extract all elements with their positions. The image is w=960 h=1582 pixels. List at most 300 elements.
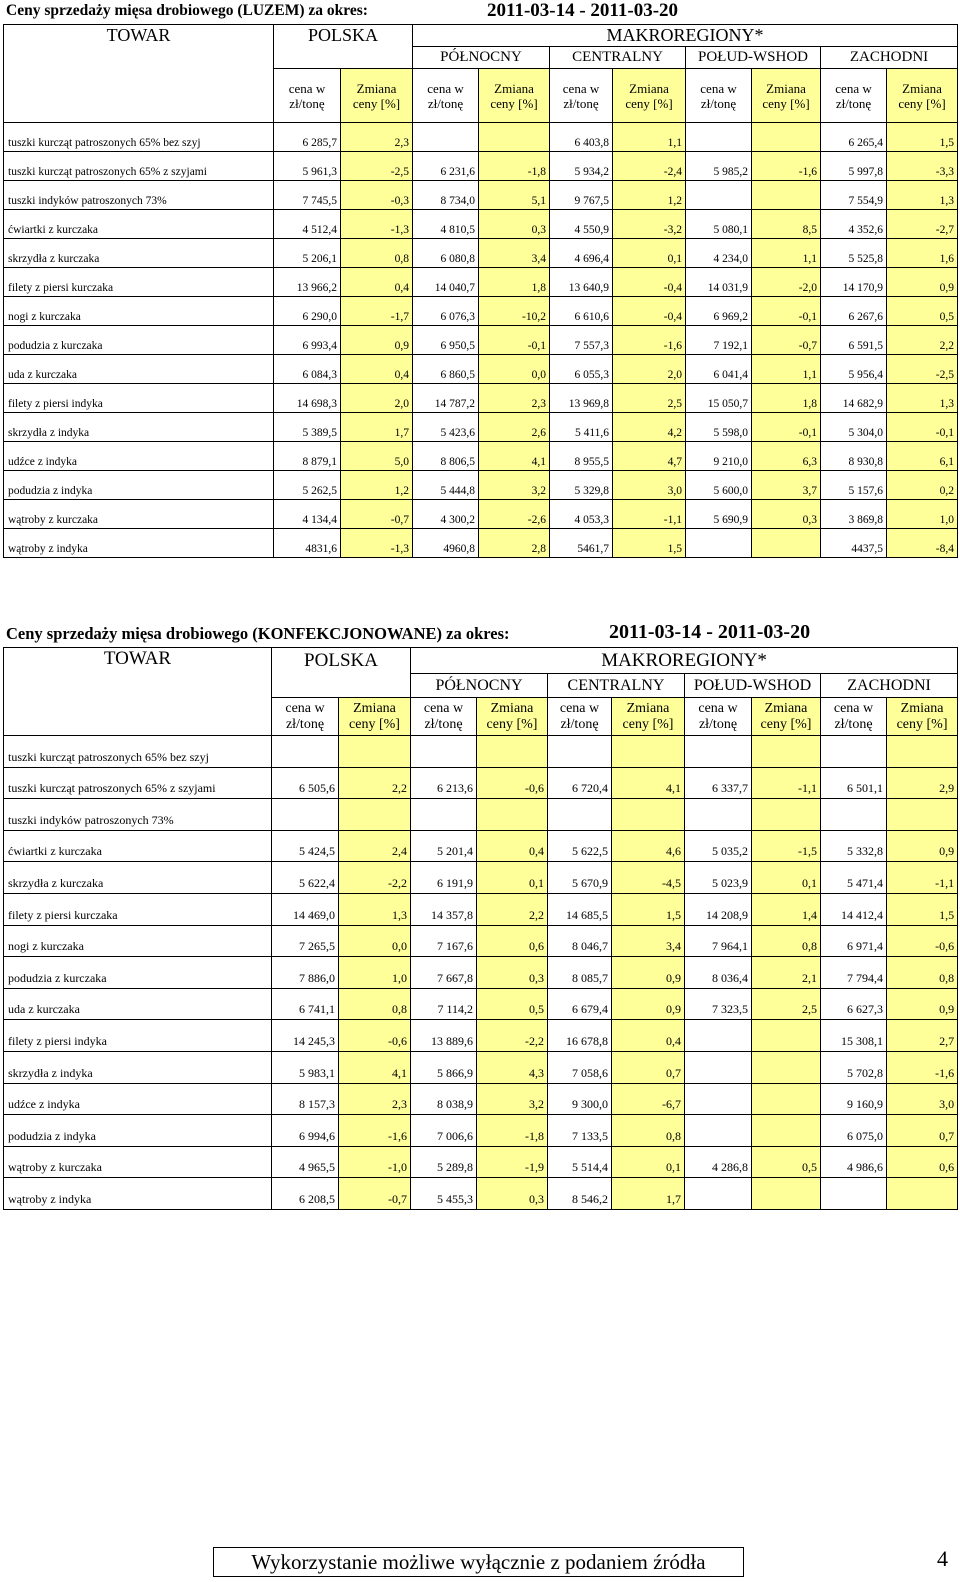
price-change-cell: 2,2 — [887, 326, 958, 355]
price-change-cell: 1,1 — [752, 355, 821, 384]
price-change-cell: -0,1 — [479, 326, 550, 355]
header-towar: TOWAR — [4, 25, 274, 123]
product-name-cell: podudzia z indyka — [4, 471, 274, 500]
price-change-cell — [612, 799, 685, 831]
price-change-cell: 0,7 — [887, 1115, 958, 1147]
price-cell — [685, 799, 752, 831]
price-change-cell: 0,0 — [479, 355, 550, 384]
price-change-cell: 3,4 — [612, 925, 685, 957]
price-cell: 5 080,1 — [686, 210, 752, 239]
price-cell: 7 323,5 — [685, 988, 752, 1020]
price-cell: 5 157,6 — [821, 471, 887, 500]
header-cena: cena w zł/tonę — [686, 69, 752, 123]
price-cell: 5 289,8 — [411, 1146, 477, 1178]
price-cell: 4 300,2 — [413, 500, 479, 529]
product-name-cell: podudzia z kurczaka — [4, 326, 274, 355]
price-change-cell: -2,4 — [613, 152, 686, 181]
product-name-cell: skrzydła z kurczaka — [4, 239, 274, 268]
price-change-cell: 0,1 — [613, 239, 686, 268]
price-change-cell: -0,4 — [613, 268, 686, 297]
price-cell: 7 167,6 — [411, 925, 477, 957]
price-change-cell: -1,9 — [477, 1146, 548, 1178]
price-cell: 5 424,5 — [272, 830, 339, 862]
price-cell: 4 352,6 — [821, 210, 887, 239]
price-cell: 6 627,3 — [821, 988, 887, 1020]
price-change-cell: 4,1 — [479, 442, 550, 471]
price-change-cell: 4,6 — [612, 830, 685, 862]
price-change-cell: 1,4 — [752, 893, 821, 925]
price-cell — [821, 1178, 887, 1210]
price-cell — [411, 736, 477, 768]
table-row — [4, 1083, 958, 1115]
price-change-cell: 1,5 — [612, 893, 685, 925]
product-name-cell: nogi z kurczaka — [4, 925, 272, 957]
price-change-cell: 0,9 — [612, 957, 685, 989]
price-change-cell — [752, 799, 821, 831]
header-cena: cena w zł/tonę — [413, 69, 479, 123]
price-change-cell: -2,2 — [477, 1020, 548, 1052]
price-change-cell: -2,6 — [479, 500, 550, 529]
product-name-cell: udźce z indyka — [4, 1083, 272, 1115]
price-change-cell: -2,5 — [341, 152, 413, 181]
header-cena: cena w zł/tonę — [272, 698, 339, 736]
price-cell: 4831,6 — [274, 529, 341, 558]
price-cell: 7 794,4 — [821, 957, 887, 989]
table-row — [4, 957, 958, 989]
table-konfekcjonowane — [3, 622, 957, 1210]
section-title: Ceny sprzedaży mięsa drobiowego (LUZEM) za okres: — [6, 2, 368, 19]
price-cell: 6 213,6 — [411, 767, 477, 799]
price-cell: 6 055,3 — [550, 355, 613, 384]
price-change-cell: -0,3 — [341, 181, 413, 210]
price-change-cell: 0,8 — [612, 1115, 685, 1147]
price-cell: 6 741,1 — [272, 988, 339, 1020]
price-change-cell: 1,8 — [479, 268, 550, 297]
price-cell — [413, 123, 479, 152]
price-cell: 13 640,9 — [550, 268, 613, 297]
price-cell: 4 234,0 — [686, 239, 752, 268]
table-row — [4, 799, 958, 831]
price-cell: 13 969,8 — [550, 384, 613, 413]
price-change-cell: 0,9 — [887, 830, 958, 862]
price-change-cell: -0,6 — [339, 1020, 411, 1052]
price-change-cell: 2,2 — [339, 767, 411, 799]
price-cell: 4 965,5 — [272, 1146, 339, 1178]
price-change-cell: -3,2 — [613, 210, 686, 239]
price-cell: 6 591,5 — [821, 326, 887, 355]
product-name-cell: nogi z kurczaka — [4, 297, 274, 326]
header-region-polnocny: PÓŁNOCNY — [413, 47, 550, 69]
price-cell: 14 682,9 — [821, 384, 887, 413]
price-change-cell — [887, 1178, 958, 1210]
product-name-cell: tuszki kurcząt patroszonych 65% z szyjami — [4, 767, 272, 799]
price-cell: 8 955,5 — [550, 442, 613, 471]
price-cell: 6 994,6 — [272, 1115, 339, 1147]
price-cell — [685, 1115, 752, 1147]
price-cell: 6 290,0 — [274, 297, 341, 326]
price-change-cell: 2,6 — [479, 413, 550, 442]
product-name-cell: udźce z indyka — [4, 442, 274, 471]
product-name-cell: tuszki indyków patroszonych 73% — [4, 799, 272, 831]
price-change-cell — [752, 1051, 821, 1083]
price-cell: 14 357,8 — [411, 893, 477, 925]
price-cell: 15 050,7 — [686, 384, 752, 413]
price-change-cell: 2,3 — [339, 1083, 411, 1115]
price-cell: 6 265,4 — [821, 123, 887, 152]
table-luzem — [3, 2, 957, 558]
price-cell: 7 886,0 — [272, 957, 339, 989]
price-change-cell: 1,3 — [887, 181, 958, 210]
price-change-cell: -8,4 — [887, 529, 958, 558]
price-cell: 4 286,8 — [685, 1146, 752, 1178]
header-cena: cena w zł/tonę — [685, 698, 752, 736]
price-cell: 4960,8 — [413, 529, 479, 558]
price-cell: 5 444,8 — [413, 471, 479, 500]
price-cell: 14 208,9 — [685, 893, 752, 925]
header-polska: POLSKA — [272, 648, 411, 674]
header-cena: cena w zł/tonę — [550, 69, 613, 123]
price-cell: 6 860,5 — [413, 355, 479, 384]
product-name-cell: filety z piersi kurczaka — [4, 268, 274, 297]
price-change-cell: 0,7 — [612, 1051, 685, 1083]
price-change-cell — [612, 736, 685, 768]
price-cell: 5 983,1 — [272, 1051, 339, 1083]
price-cell: 5 201,4 — [411, 830, 477, 862]
price-change-cell: 8,5 — [752, 210, 821, 239]
price-cell: 7 667,8 — [411, 957, 477, 989]
price-table — [3, 647, 958, 1210]
price-change-cell: 0,5 — [887, 297, 958, 326]
price-change-cell: -3,3 — [887, 152, 958, 181]
price-change-cell: 1,5 — [887, 893, 958, 925]
price-cell: 14 698,3 — [274, 384, 341, 413]
product-name-cell: wątroby z kurczaka — [4, 1146, 272, 1178]
price-cell: 5 389,5 — [274, 413, 341, 442]
price-change-cell: -1,7 — [341, 297, 413, 326]
price-change-cell: 2,7 — [887, 1020, 958, 1052]
product-name-cell: filety z piersi kurczaka — [4, 893, 272, 925]
price-change-cell: -1,1 — [613, 500, 686, 529]
price-cell: 5 985,2 — [686, 152, 752, 181]
price-change-cell: -10,2 — [479, 297, 550, 326]
price-change-cell: 0,2 — [887, 471, 958, 500]
price-cell: 7 554,9 — [821, 181, 887, 210]
price-change-cell: 2,1 — [752, 957, 821, 989]
header-region-zachodni: ZACHODNI — [821, 674, 958, 698]
price-change-cell: 5,1 — [479, 181, 550, 210]
price-change-cell: 3,0 — [613, 471, 686, 500]
price-change-cell: 0,4 — [612, 1020, 685, 1052]
price-cell: 5 997,8 — [821, 152, 887, 181]
price-cell: 8 879,1 — [274, 442, 341, 471]
price-cell: 4 512,4 — [274, 210, 341, 239]
price-cell — [686, 181, 752, 210]
product-name-cell: podudzia z kurczaka — [4, 957, 272, 989]
price-change-cell: -2,5 — [887, 355, 958, 384]
price-cell: 14 469,0 — [272, 893, 339, 925]
price-cell — [685, 1178, 752, 1210]
header-zmiana: Zmiana ceny [%] — [752, 69, 821, 123]
price-cell: 6 971,4 — [821, 925, 887, 957]
price-cell: 5 023,9 — [685, 862, 752, 894]
header-zmiana: Zmiana ceny [%] — [477, 698, 548, 736]
price-cell: 5 035,2 — [685, 830, 752, 862]
table-row — [4, 1020, 958, 1052]
price-cell: 8 157,3 — [272, 1083, 339, 1115]
price-change-cell: 2,8 — [479, 529, 550, 558]
header-region-polud-wschod: POŁUD-WSHOD — [686, 47, 821, 69]
price-change-cell: -1,6 — [752, 152, 821, 181]
price-change-cell: 3,4 — [479, 239, 550, 268]
price-change-cell: 1,5 — [613, 529, 686, 558]
price-change-cell: 0,3 — [479, 210, 550, 239]
price-cell: 6 505,6 — [272, 767, 339, 799]
price-change-cell: 4,2 — [613, 413, 686, 442]
price-cell — [685, 1020, 752, 1052]
product-name-cell: tuszki kurcząt patroszonych 65% bez szyj — [4, 736, 272, 768]
price-cell: 6 993,4 — [274, 326, 341, 355]
price-change-cell: 0,1 — [612, 1146, 685, 1178]
price-change-cell: 1,8 — [752, 384, 821, 413]
table-row — [4, 1115, 958, 1147]
table-row — [4, 355, 958, 384]
table-row — [4, 988, 958, 1020]
price-cell: 6 969,2 — [686, 297, 752, 326]
table-row — [4, 210, 958, 239]
price-change-cell: 0,1 — [752, 862, 821, 894]
price-change-cell — [752, 181, 821, 210]
price-change-cell: -6,7 — [612, 1083, 685, 1115]
price-cell: 8 734,0 — [413, 181, 479, 210]
table-row — [4, 1146, 958, 1178]
price-change-cell: -1,6 — [613, 326, 686, 355]
price-cell: 4 550,9 — [550, 210, 613, 239]
price-change-cell: 1,3 — [887, 384, 958, 413]
price-cell: 5 600,0 — [686, 471, 752, 500]
price-change-cell: 1,6 — [887, 239, 958, 268]
price-change-cell: 0,5 — [477, 988, 548, 1020]
header-towar: TOWAR — [4, 648, 272, 736]
header-zmiana: Zmiana ceny [%] — [341, 69, 413, 123]
section-header — [3, 622, 957, 647]
price-cell: 13 966,2 — [274, 268, 341, 297]
price-change-cell: -1,6 — [887, 1051, 958, 1083]
price-change-cell: 2,9 — [887, 767, 958, 799]
price-cell: 7 114,2 — [411, 988, 477, 1020]
price-change-cell — [752, 1178, 821, 1210]
price-cell: 6 950,5 — [413, 326, 479, 355]
price-cell: 6 084,3 — [274, 355, 341, 384]
price-change-cell: 2,0 — [613, 355, 686, 384]
table-row — [4, 268, 958, 297]
price-change-cell: -0,6 — [477, 767, 548, 799]
price-cell: 14 685,5 — [548, 893, 612, 925]
header-region-zachodni: ZACHODNI — [821, 47, 958, 69]
price-change-cell: 3,2 — [477, 1083, 548, 1115]
price-change-cell: 0,9 — [887, 988, 958, 1020]
price-change-cell: 4,7 — [613, 442, 686, 471]
page-number: 4 — [937, 1546, 948, 1571]
price-cell: 6 076,3 — [413, 297, 479, 326]
product-name-cell: skrzydła z indyka — [4, 413, 274, 442]
header-zmiana: Zmiana ceny [%] — [479, 69, 550, 123]
price-cell: 6 285,7 — [274, 123, 341, 152]
price-change-cell: 3,0 — [887, 1083, 958, 1115]
price-change-cell: 0,4 — [341, 355, 413, 384]
price-cell — [685, 736, 752, 768]
price-cell: 5 206,1 — [274, 239, 341, 268]
price-change-cell: 0,3 — [477, 1178, 548, 1210]
price-change-cell: 0,3 — [752, 500, 821, 529]
price-cell — [685, 1051, 752, 1083]
price-change-cell: 4,1 — [339, 1051, 411, 1083]
price-change-cell: 3,7 — [752, 471, 821, 500]
price-change-cell: 1,2 — [341, 471, 413, 500]
price-cell: 16 678,8 — [548, 1020, 612, 1052]
price-cell: 5461,7 — [550, 529, 613, 558]
header-zmiana: Zmiana ceny [%] — [887, 698, 958, 736]
header-cena: cena w zł/tonę — [274, 69, 341, 123]
price-change-cell: 4,3 — [477, 1051, 548, 1083]
price-change-cell: -1,1 — [752, 767, 821, 799]
price-table — [3, 24, 958, 558]
table-row — [4, 893, 958, 925]
header-zmiana: Zmiana ceny [%] — [887, 69, 958, 123]
table-row — [4, 862, 958, 894]
price-change-cell: -1,0 — [339, 1146, 411, 1178]
price-change-cell: -1,8 — [477, 1115, 548, 1147]
price-change-cell: 0,9 — [887, 268, 958, 297]
price-cell: 7 192,1 — [686, 326, 752, 355]
price-change-cell — [477, 799, 548, 831]
table-row — [4, 830, 958, 862]
price-cell: 6 337,7 — [685, 767, 752, 799]
price-change-cell: -1,3 — [341, 529, 413, 558]
table-row — [4, 1051, 958, 1083]
price-change-cell: 6,1 — [887, 442, 958, 471]
price-cell: 5 262,5 — [274, 471, 341, 500]
header-cena: cena w zł/tonę — [821, 698, 887, 736]
price-change-cell: -1,6 — [339, 1115, 411, 1147]
price-change-cell: 4,1 — [612, 767, 685, 799]
header-cena: cena w zł/tonę — [411, 698, 477, 736]
price-change-cell: 0,8 — [339, 988, 411, 1020]
header-zmiana: Zmiana ceny [%] — [612, 698, 685, 736]
section-header — [3, 2, 957, 24]
price-cell — [685, 1083, 752, 1115]
price-cell: 8 036,4 — [685, 957, 752, 989]
price-change-cell — [887, 736, 958, 768]
price-cell: 5 670,9 — [548, 862, 612, 894]
table-row — [4, 181, 958, 210]
footer-source-note: Wykorzystanie możliwe wyłącznie z podaniem źródła — [213, 1547, 744, 1577]
price-cell: 15 308,1 — [821, 1020, 887, 1052]
price-cell — [548, 799, 612, 831]
price-cell: 6 080,8 — [413, 239, 479, 268]
price-change-cell: 2,0 — [341, 384, 413, 413]
price-cell: 6 267,6 — [821, 297, 887, 326]
price-change-cell: 5,0 — [341, 442, 413, 471]
price-cell: 5 961,3 — [274, 152, 341, 181]
price-change-cell: 1,0 — [887, 500, 958, 529]
product-name-cell: skrzydła z kurczaka — [4, 862, 272, 894]
price-change-cell — [752, 736, 821, 768]
price-cell: 7 557,3 — [550, 326, 613, 355]
price-change-cell — [339, 799, 411, 831]
price-cell — [686, 123, 752, 152]
header-makroregiony: MAKROREGIONY* — [413, 25, 958, 47]
header-zmiana: Zmiana ceny [%] — [752, 698, 821, 736]
price-cell: 5 598,0 — [686, 413, 752, 442]
price-change-cell: 1,1 — [613, 123, 686, 152]
table-row — [4, 1178, 958, 1210]
price-change-cell: 0,6 — [887, 1146, 958, 1178]
price-change-cell: 1,0 — [339, 957, 411, 989]
product-name-cell: wątroby z indyka — [4, 1178, 272, 1210]
product-name-cell: ćwiartki z kurczaka — [4, 210, 274, 239]
price-cell: 8 038,9 — [411, 1083, 477, 1115]
price-cell: 6 208,5 — [272, 1178, 339, 1210]
table-row — [4, 297, 958, 326]
header-region-centralny: CENTRALNY — [548, 674, 685, 698]
price-cell — [411, 799, 477, 831]
price-change-cell — [752, 1020, 821, 1052]
product-name-cell: uda z kurczaka — [4, 988, 272, 1020]
price-cell: 4 696,4 — [550, 239, 613, 268]
price-cell: 8 085,7 — [548, 957, 612, 989]
price-change-cell: 0,3 — [477, 957, 548, 989]
product-name-cell: wątroby z indyka — [4, 529, 274, 558]
price-change-cell: 1,1 — [752, 239, 821, 268]
price-cell: 4 134,4 — [274, 500, 341, 529]
table-row — [4, 925, 958, 957]
price-change-cell — [887, 799, 958, 831]
price-cell: 6 610,6 — [550, 297, 613, 326]
table-row — [4, 500, 958, 529]
price-cell: 14 170,9 — [821, 268, 887, 297]
price-change-cell — [477, 736, 548, 768]
period-range: 2011-03-14 - 2011-03-20 — [487, 0, 679, 21]
price-cell: 7 006,6 — [411, 1115, 477, 1147]
header-zmiana: Zmiana ceny [%] — [613, 69, 686, 123]
price-change-cell: 2,4 — [339, 830, 411, 862]
price-change-cell: -0,1 — [752, 413, 821, 442]
price-cell: 5 956,4 — [821, 355, 887, 384]
price-cell: 5 622,5 — [548, 830, 612, 862]
header-region-polud-wschod: POŁUD-WSHOD — [685, 674, 821, 698]
price-change-cell: 2,3 — [479, 384, 550, 413]
price-cell: 4 986,6 — [821, 1146, 887, 1178]
price-cell: 14 031,9 — [686, 268, 752, 297]
price-change-cell — [479, 123, 550, 152]
price-change-cell — [752, 1083, 821, 1115]
header-region-polnocny: PÓŁNOCNY — [411, 674, 548, 698]
header-makroregiony: MAKROREGIONY* — [411, 648, 958, 674]
price-cell: 5 332,8 — [821, 830, 887, 862]
price-change-cell — [339, 736, 411, 768]
price-cell: 5 423,6 — [413, 413, 479, 442]
period-range: 2011-03-14 - 2011-03-20 — [609, 621, 811, 643]
price-cell: 5 411,6 — [550, 413, 613, 442]
price-cell: 5 866,9 — [411, 1051, 477, 1083]
price-cell: 13 889,6 — [411, 1020, 477, 1052]
price-change-cell: 0,9 — [341, 326, 413, 355]
price-change-cell — [752, 123, 821, 152]
price-change-cell: -0,1 — [887, 413, 958, 442]
price-change-cell: 6,3 — [752, 442, 821, 471]
price-change-cell: 2,5 — [613, 384, 686, 413]
price-cell: 8 046,7 — [548, 925, 612, 957]
